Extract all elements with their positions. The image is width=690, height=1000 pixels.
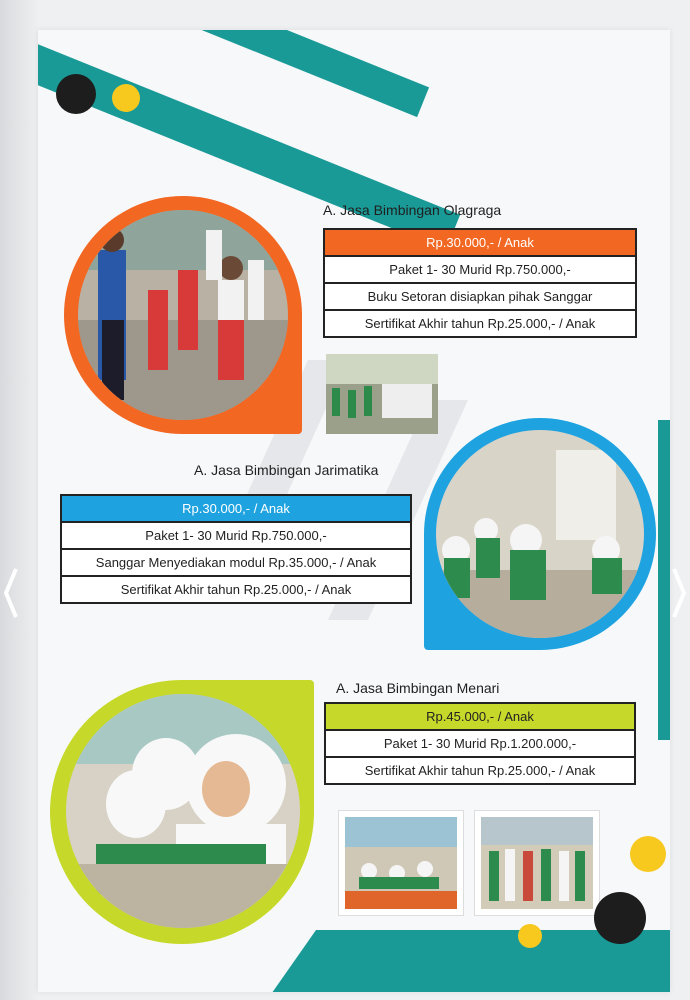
black-dot (56, 74, 96, 114)
menari-small-photo-2 (474, 810, 600, 916)
olahraga-row-1: Paket 1- 30 Murid Rp.750.000,- (325, 255, 635, 282)
jarimatika-row-1: Paket 1- 30 Murid Rp.750.000,- (62, 521, 410, 548)
olahraga-title: A. Jasa Bimbingan Olagraga (323, 202, 502, 218)
olahraga-photo (78, 210, 288, 420)
menari-title: A. Jasa Bimbingan Menari (336, 680, 500, 696)
brochure-sheet (38, 30, 670, 992)
menari-price-table (324, 702, 636, 785)
menari-small-photo-1 (338, 810, 464, 916)
menari-photo (66, 694, 300, 928)
prev-page-arrow[interactable] (0, 558, 22, 628)
yellow-dot (112, 84, 140, 112)
jarimatika-title: A. Jasa Bimbingan Jarimatika (194, 462, 379, 478)
jarimatika-price-table (60, 494, 412, 604)
chevron-right-icon (670, 563, 688, 623)
olahraga-row-3: Sertifikat Akhir tahun Rp.25.000,- / Anak (325, 309, 635, 336)
bottom-yellow-dot-1 (630, 836, 666, 872)
bottom-yellow-dot-2 (518, 924, 542, 948)
bottom-black-dot (594, 892, 646, 944)
olahraga-price-head: Rp.30.000,- / Anak (325, 230, 635, 255)
page-fold-shadow (0, 0, 40, 1000)
menari-row-1: Paket 1- 30 Murid Rp.1.200.000,- (326, 729, 634, 756)
menari-row-2: Sertifikat Akhir tahun Rp.25.000,- / Anak (326, 756, 634, 783)
jarimatika-row-2: Sanggar Menyediakan modul Rp.35.000,- / Anak (62, 548, 410, 575)
jarimatika-photo (436, 430, 644, 638)
next-page-arrow[interactable] (668, 558, 690, 628)
olahraga-small-photo (326, 354, 438, 434)
olahraga-price-table (323, 228, 637, 338)
jarimatika-row-3: Sertifikat Akhir tahun Rp.25.000,- / Anak (62, 575, 410, 602)
jarimatika-price-head: Rp.30.000,- / Anak (62, 496, 410, 521)
olahraga-row-2: Buku Setoran disiapkan pihak Sanggar (325, 282, 635, 309)
top-teal-band-2 (176, 30, 429, 117)
menari-price-head: Rp.45.000,- / Anak (326, 704, 634, 729)
chevron-left-icon (2, 563, 20, 623)
